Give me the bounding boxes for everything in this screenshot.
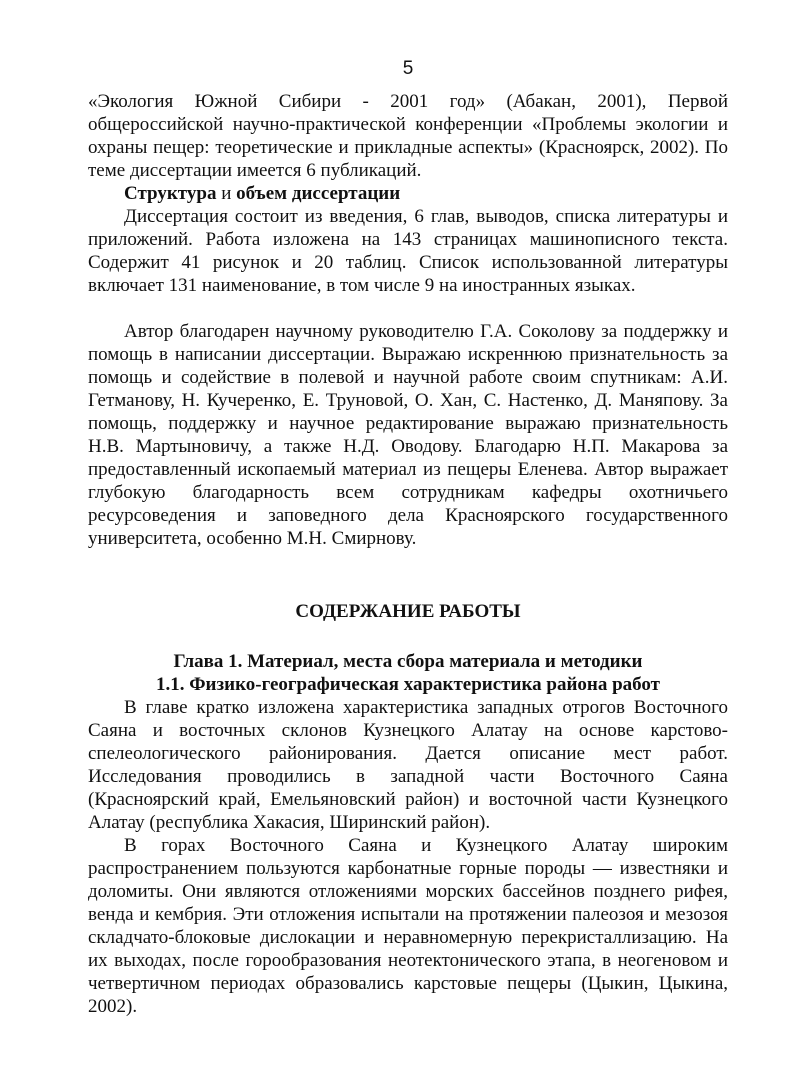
intro-paragraph: «Экология Южной Сибири - 2001 год» (Абакан, 2001), Первой общероссийской научно-практической конференции «Проблемы экологии и охраны пещер: теоретические и прикладные аспекты» (Красноярск, 2002). По теме диссертации имеется 6 публикаций. xyxy=(88,91,728,181)
acknowledgements-paragraph: Автор благодарен научному руководителю Г.А. Соколову за поддержку и помощь в написании диссертации. Выражаю искреннюю признательность за помощь и содействие в полевой и научной работе своим спутникам: А.И. Гетманову, Н. Кучеренко, Е. Труновой, О. Хан, С. Настенко, Д. Маняпову. За помощь, поддержку и научное редактирование выражаю признательность Н.В. Мартыновичу, а также Н.Д. Оводову. Благодарю Н.П. Макарова за предоставленный ископаемый материал из пещеры Еленева. Автор выражает глубокую благодарность всем сотрудникам кафедры охотничьего ресурсоведения и заповедного дела Красноярского государственного университета, особенно М.Н. Смирнову. xyxy=(88,321,728,549)
content-paragraph-1: В главе кратко изложена характеристика западных отрогов Восточного Саяна и восточных склонов Кузнецкого Алатау на основе карстово-спелеологического районирования. Дается описание мест работ. Исследования проводились в западной части Восточного Саяна (Красноярский край, Емельяновский район) и восточной части Кузнецкого Алатау (республика Хакасия, Ширинский район). xyxy=(88,697,728,833)
subsection-title: 1.1. Физико-географическая характеристика района работ xyxy=(155,674,660,695)
chapter-title: Глава 1. Материал, места сбора материала и методики xyxy=(173,651,643,672)
document-body xyxy=(88,90,728,1018)
structure-heading-part2: объем диссертации xyxy=(236,183,401,204)
document-page xyxy=(88,56,728,1018)
page-number: 5 xyxy=(402,58,414,79)
section-gap xyxy=(88,550,728,600)
paragraph-gap xyxy=(88,297,728,320)
structure-heading-part1: Структура xyxy=(124,183,217,204)
content-paragraph-2: В горах Восточного Саяна и Кузнецкого Алатау широким распространением пользуются карбонатные горные породы — известняки и доломиты. Они являются отложениями морских бассейнов позднего рифея, венда и кембрия. Эти отложения испытали на протяжении палеозоя и мезозоя складчато-блоковые дислокации и неравномерную перекристаллизацию. На их выходах, после горообразования неотектонического этапа, в неогеновом и четвертичном периодах образовались карстовые пещеры (Цыкин, Цыкина, 2002). xyxy=(88,835,728,1017)
structure-paragraph: Диссертация состоит из введения, 6 глав, выводов, списка литературы и приложений. Работа изложена на 143 страницах машинописного текста. Содержит 41 рисунок и 20 таблиц. Список использованной литературы включает 131 наименование, в том числе 9 на иностранных языках. xyxy=(88,206,728,296)
structure-heading xyxy=(88,182,728,205)
section-title: СОДЕРЖАНИЕ РАБОТЫ xyxy=(295,601,521,622)
structure-heading-connector: и xyxy=(216,183,237,204)
